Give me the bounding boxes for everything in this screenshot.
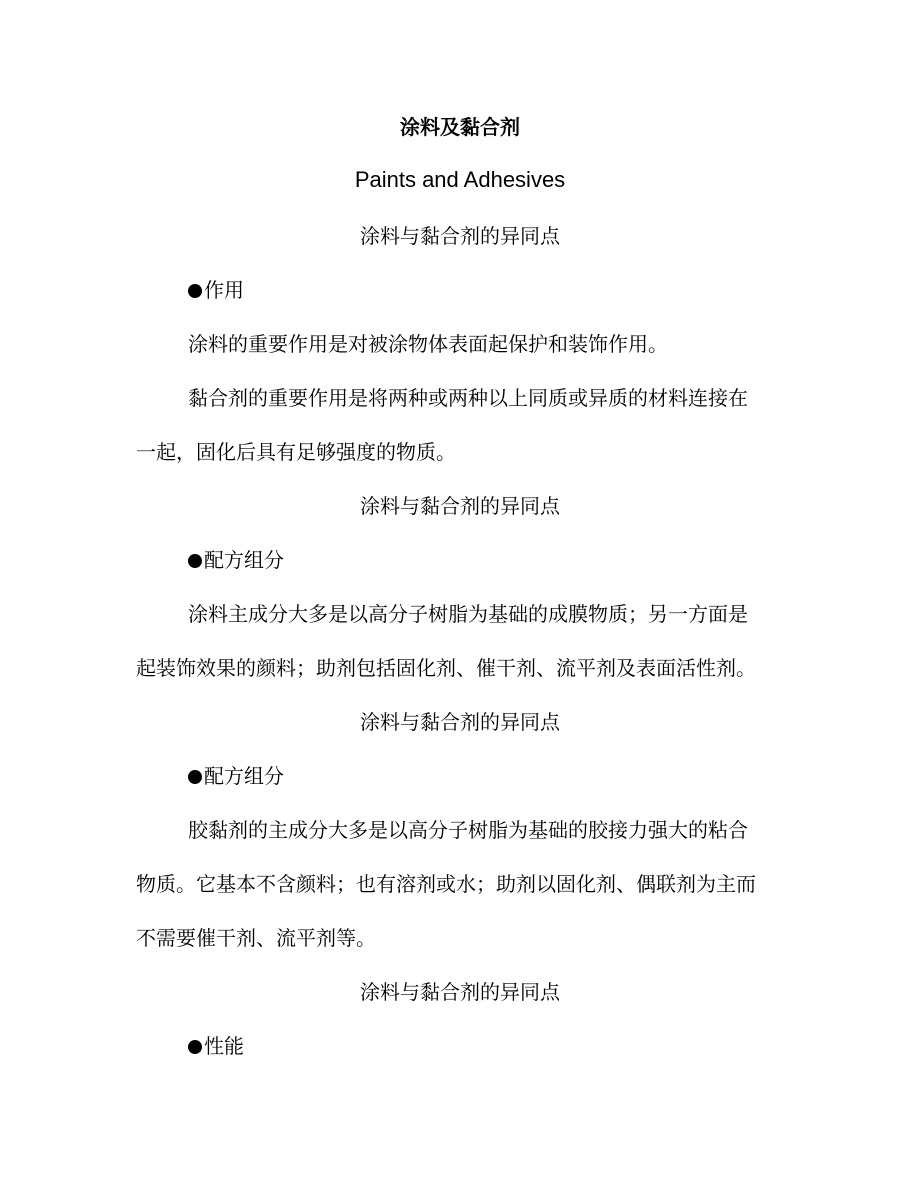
document-subtitle: Paints and Adhesives — [354, 167, 566, 192]
paragraph-line: 起装饰效果的颜料；助剂包括固化剂、催干剂、流平剂及表面活性剂。 — [136, 656, 756, 680]
bullet-item — [188, 762, 284, 790]
bullet-icon — [188, 554, 202, 568]
paragraph-line: 涂料的重要作用是对被涂物体表面起保护和装饰作用。 — [188, 332, 668, 356]
paragraph-line: 胶黏剂的主成分大多是以高分子树脂为基础的胶接力强大的粘合 — [188, 818, 748, 842]
bullet-icon — [188, 284, 202, 298]
bullet-label: 配方组分 — [204, 764, 284, 788]
section-heading: 涂料与黏合剂的异同点 — [360, 710, 560, 734]
bullet-item — [188, 276, 244, 304]
paragraph-line: 涂料主成分大多是以高分子树脂为基础的成膜物质；另一方面是 — [188, 602, 748, 626]
document-title: 涂料及黏合剂 — [400, 115, 520, 139]
paragraph-line: 物质。它基本不含颜料；也有溶剂或水；助剂以固化剂、偶联剂为主而 — [136, 872, 756, 896]
bullet-item — [188, 546, 284, 574]
bullet-icon — [188, 1040, 202, 1054]
section-heading: 涂料与黏合剂的异同点 — [360, 494, 560, 518]
bullet-icon — [188, 770, 202, 784]
bullet-label: 性能 — [204, 1034, 244, 1058]
section-heading: 涂料与黏合剂的异同点 — [360, 224, 560, 248]
bullet-label: 作用 — [204, 278, 244, 302]
paragraph-line: 一起，固化后具有足够强度的物质。 — [136, 440, 456, 464]
paragraph-line: 不需要催干剂、流平剂等。 — [136, 926, 376, 950]
bullet-label: 配方组分 — [204, 548, 284, 572]
bullet-item — [188, 1032, 244, 1060]
paragraph-line: 黏合剂的重要作用是将两种或两种以上同质或异质的材料连接在 — [188, 386, 748, 410]
section-heading: 涂料与黏合剂的异同点 — [360, 980, 560, 1004]
